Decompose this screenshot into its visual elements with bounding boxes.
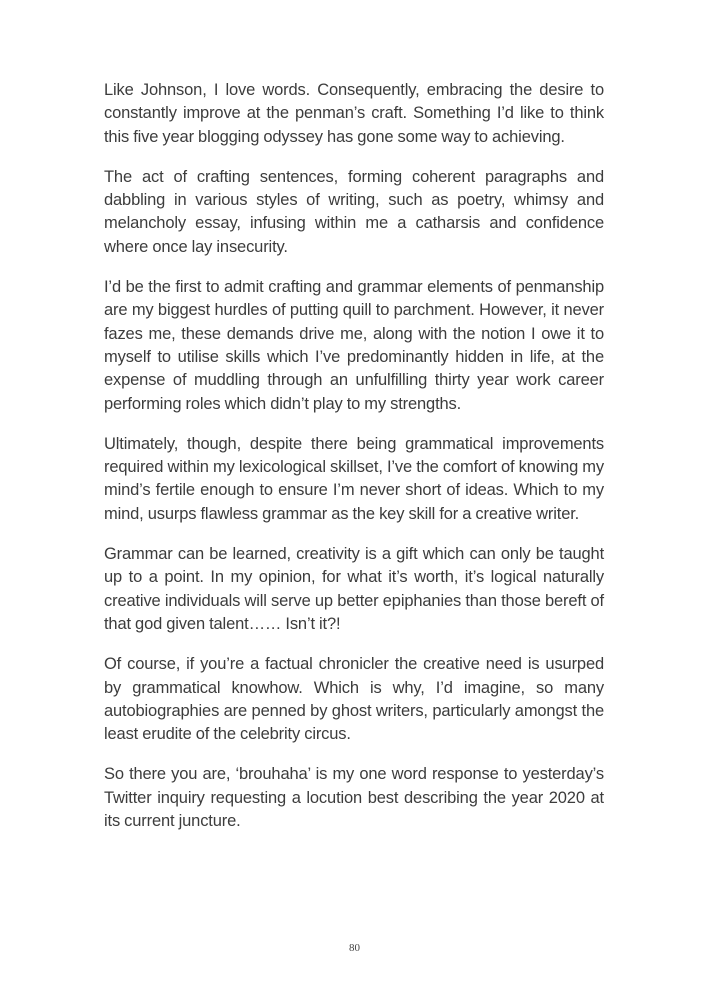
paragraph: The act of crafting sentences, forming coherent paragraphs and dabbling in various styles of writing, such as poetry, whimsy and melancholy essay, infusing within me a catharsis and confidence where once lay insecurity.: [104, 167, 604, 256]
page-number: 80: [349, 942, 360, 954]
paragraph: Of course, if you’re a factual chronicler the creative need is usurped by grammatical knowhow. Which is why, I’d imagine, so many autobiographies are penned by ghost writers, particularly amongst the least erudite of the celebrity circus.: [104, 655, 604, 744]
paragraph: I’d be the first to admit crafting and grammar elements of penmanship are my biggest hurdles of putting quill to parchment. However, it never fazes me, these demands drive me, along with the notion I owe it to myself to utilise skills which I’ve predominantly hidden in life, at the expense of muddling through an unfulfilling thirty year work career performing roles which didn’t play to my strengths.: [104, 278, 604, 413]
paragraph: Ultimately, though, despite there being grammatical improvements required within my lexicological skillset, I’ve the comfort of knowing my mind’s fertile enough to ensure I’m never short of ideas. Which to my mind, usurps flawless grammar as the key skill for a creative writer.: [104, 434, 604, 523]
paragraph: Like Johnson, I love words. Consequently, embracing the desire to constantly improve at the penman’s craft. Something I’d like to think this five year blogging odyssey has gone some way to achieving.: [104, 81, 604, 146]
paragraph: Grammar can be learned, creativity is a gift which can only be taught up to a point. In my opinion, for what it’s worth, it’s logical naturally creative individuals will serve up better epiphanies than those bereft of that god given talent…… Isn’t it?!: [104, 545, 604, 633]
paragraph: So there you are, ‘brouhaha’ is my one word response to yesterday’s Twitter inquiry requesting a locution best describing the year 2020 at its current juncture.: [104, 765, 604, 831]
body-text: [104, 79, 604, 850]
